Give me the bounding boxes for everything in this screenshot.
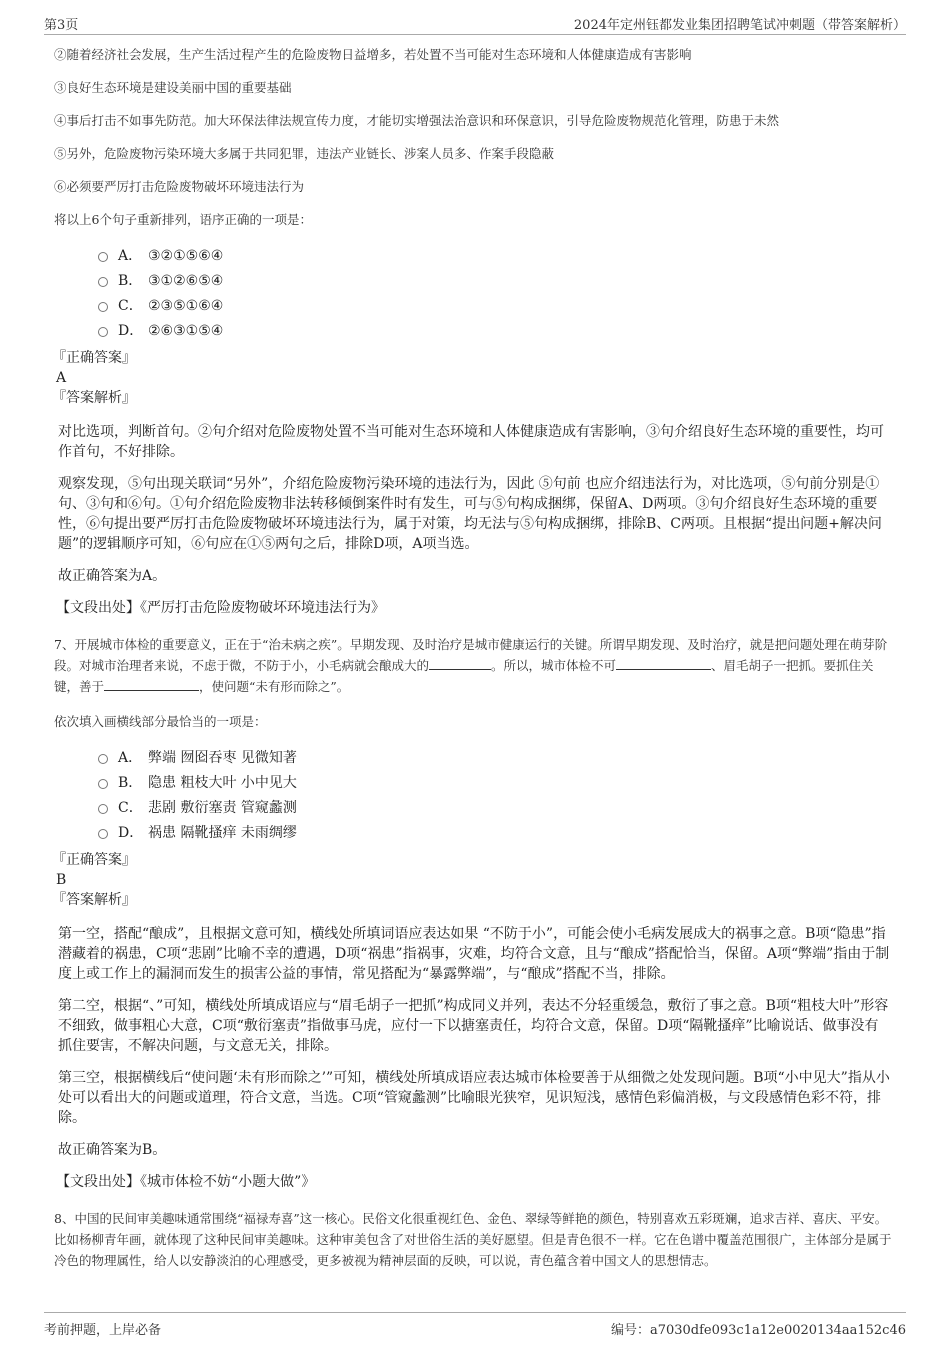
option-list bbox=[98, 244, 894, 344]
option-text: 弊端 囫囵吞枣 见微知著 bbox=[148, 750, 297, 766]
document-title: 2024年定州钰都发业集团招聘笔试冲刺题（带答案解析） bbox=[573, 18, 906, 33]
radio-icon[interactable] bbox=[98, 804, 108, 814]
question-7 bbox=[54, 634, 894, 1192]
option-d[interactable] bbox=[98, 821, 894, 846]
radio-icon[interactable] bbox=[98, 327, 108, 337]
option-letter: A． bbox=[118, 750, 143, 766]
question-text bbox=[54, 634, 894, 697]
statement-5: ⑤另外，危险废物污染环境大多属于共同犯罪，违法产业链长、涉案人员多、作案手段隐蔽 bbox=[54, 146, 555, 161]
statement-6: ⑥必须要严厉打击危险废物破坏环境违法行为 bbox=[54, 179, 305, 194]
question-text: 8、中国的民间审美趣味通常围绕“福禄寿喜”这一核心。民俗文化很重视红色、金色、翠绿等鲜艳的颜色，特别喜欢五彩斑斓，追求吉祥、喜庆、平安。比如杨柳青年画，就体现了这种民间审美趣味。这种审美包含了对世俗生活的美好愿望。但是青色很不一样。它在色谱中覆盖范围很广，主体部分是属于冷色的物理属性，给人以安静淡泊的心理感受，更多被视为精神层面的反映，可以说，青色蕴含着中国文人的思想情志。 bbox=[54, 1211, 892, 1268]
correct-answer: A bbox=[56, 370, 67, 386]
fill-blank-1 bbox=[429, 655, 491, 670]
correct-answer: B bbox=[56, 872, 67, 888]
page-content bbox=[54, 44, 894, 1281]
statement-3: ③良好生态环境是建设美丽中国的重要基础 bbox=[54, 80, 292, 95]
page-number: 第3页 bbox=[44, 18, 79, 33]
statement-2: ②随着经济社会发展，生产生活过程产生的危险废物日益增多，若处置不当可能对生态环境和人体健康造成有害影响 bbox=[54, 47, 692, 62]
question-6 bbox=[54, 44, 894, 618]
option-text: 悲剧 敷衍塞责 管窥蠡测 bbox=[148, 800, 297, 816]
footer-slogan: 考前押题，上岸必备 bbox=[44, 1323, 162, 1338]
question-prompt: 将以上6个句子重新排列，语序正确的一项是： bbox=[54, 212, 312, 227]
option-text: ③②①⑤⑥④ bbox=[148, 248, 224, 264]
analysis-paragraph: 第一空，搭配“酿成”，且根据文意可知，横线处所填词语应表达如果 “不防于小”，可能会使小毛病发展成大的祸事之意。B项“隐患”指潜藏着的祸患，C项“悲剧”比喻不幸的遭遇，D项“祸患”指祸事，灾难，均符合文意，且与“酿成”搭配恰当，保留。A项“弊端”指由于制度上或工作上的漏洞而发生的损害公益的事情，常见搭配为“暴露弊端”，与“酿成”搭配不当，排除。 bbox=[58, 926, 890, 982]
analysis-label: 『答案解析』 bbox=[52, 892, 136, 908]
radio-icon[interactable] bbox=[98, 302, 108, 312]
radio-icon[interactable] bbox=[98, 779, 108, 789]
option-text: ③①②⑥⑤④ bbox=[148, 273, 224, 289]
option-letter: B． bbox=[118, 775, 143, 791]
page-footer bbox=[44, 1312, 906, 1339]
correct-answer-label: 『正确答案』 bbox=[52, 852, 136, 868]
option-b[interactable] bbox=[98, 269, 894, 294]
radio-icon[interactable] bbox=[98, 754, 108, 764]
option-a[interactable] bbox=[98, 746, 894, 771]
option-c[interactable] bbox=[98, 796, 894, 821]
option-b[interactable] bbox=[98, 771, 894, 796]
question-prompt: 依次填入画横线部分最恰当的一项是： bbox=[54, 714, 267, 729]
fill-blank-2 bbox=[616, 655, 711, 670]
option-text: ②⑥③①⑤④ bbox=[148, 323, 224, 339]
correct-answer-label: 『正确答案』 bbox=[52, 350, 136, 366]
fill-blank-3 bbox=[104, 676, 199, 691]
option-letter: C． bbox=[118, 298, 143, 314]
option-letter: D． bbox=[118, 825, 144, 841]
analysis-paragraph: 对比选项，判断首句。②句介绍对危险废物处置不当可能对生态环境和人体健康造成有害影响，③句介绍良好生态环境的重要性，均可作首句，不好排除。 bbox=[58, 424, 884, 460]
option-text: 隐患 粗枝大叶 小中见大 bbox=[148, 775, 297, 791]
analysis-paragraph: 第二空，根据“、”可知，横线处所填成语应与“眉毛胡子一把抓”构成同义并列，表达不分轻重缓急，敷衍了事之意。B项“粗枝大叶”形容不细致，做事粗心大意，C项“敷衍塞责”指做事马虎，应付一下以搪塞责任，均符合文意，保留。D项“隔靴搔痒”比喻说话、做事没有抓住要害，不解决问题，与文意无关，排除。 bbox=[58, 998, 889, 1054]
analysis-paragraph: 故正确答案为A。 bbox=[58, 568, 167, 584]
document-id: 编号：a7030dfe093c1a12e0020134aa152c46 bbox=[610, 1323, 906, 1338]
option-c[interactable] bbox=[98, 294, 894, 319]
analysis-paragraph: 故正确答案为B。 bbox=[58, 1142, 167, 1158]
option-letter: B． bbox=[118, 273, 143, 289]
analysis-label: 『答案解析』 bbox=[52, 390, 136, 406]
option-a[interactable] bbox=[98, 244, 894, 269]
question-text-part: ，使问题“未有形而除之”。 bbox=[199, 679, 350, 694]
option-text: ②③⑤①⑥④ bbox=[148, 298, 224, 314]
option-text: 祸患 隔靴搔痒 未雨绸缪 bbox=[148, 825, 297, 841]
question-text-part: 7、开展城市体检的重要意义，正在于“治未病之疾”。早期发现、及时治疗是城市健康运行的关键。所谓早期发现、及时治疗，就是把问题处理在萌芽阶段。对城市治理者来说，不虑于微，不防于小，小毛病就会酿成大的 bbox=[54, 637, 888, 673]
radio-icon[interactable] bbox=[98, 252, 108, 262]
option-letter: D． bbox=[118, 323, 144, 339]
radio-icon[interactable] bbox=[98, 277, 108, 287]
option-letter: A． bbox=[118, 248, 143, 264]
option-letter: C． bbox=[118, 800, 143, 816]
analysis-paragraph: 观察发现，⑤句出现关联词“另外”，介绍危险废物污染环境的违法行为，因此 ⑤句前 也应介绍违法行为，对比选项，⑤句前分别是①句、③句和⑥句。①句介绍危险废物非法转移倾倒案件时有发生，可与⑤句构成捆绑，保留A、D两项。③句介绍良好生态环境的重要性，⑥句提出要严厉打击危险废物破坏环境违法行为，属于对策，均无法与⑤句构成捆绑，排除B、C两项。且根据“提出问题+解决问题”的逻辑顺序可知，⑥句应在①⑤两句之后，排除D项，A项当选。 bbox=[58, 476, 882, 552]
question-8 bbox=[54, 1208, 894, 1271]
option-list bbox=[98, 746, 894, 846]
statement-4: ④事后打击不如事先防范。加大环保法律法规宣传力度，才能切实增强法治意识和环保意识，引导危险废物规范化管理，防患于未然 bbox=[54, 113, 780, 128]
question-text-part: 。所以，城市体检不可 bbox=[491, 658, 617, 673]
option-d[interactable] bbox=[98, 319, 894, 344]
page-header bbox=[44, 14, 906, 35]
question-text-part: 、眉毛胡子一把抓。要抓住关键，善于 bbox=[54, 658, 874, 694]
analysis-paragraph: 第三空，根据横线后“使问题‘未有形而除之’”可知，横线处所填成语应表达城市体检要善于从细微之处发现问题。B项“小中见大”指从小处可以看出大的问题或道理，符合文意，当选。C项“管窥蠡测”比喻眼光狭窄，见识短浅，感情色彩偏消极，与文段感情色彩不符，排除。 bbox=[58, 1070, 890, 1126]
source-citation: 【文段出处】《城市体检不妨“小题大做”》 bbox=[56, 1174, 316, 1190]
source-citation: 【文段出处】《严厉打击危险废物破坏环境违法行为》 bbox=[56, 600, 385, 616]
radio-icon[interactable] bbox=[98, 829, 108, 839]
